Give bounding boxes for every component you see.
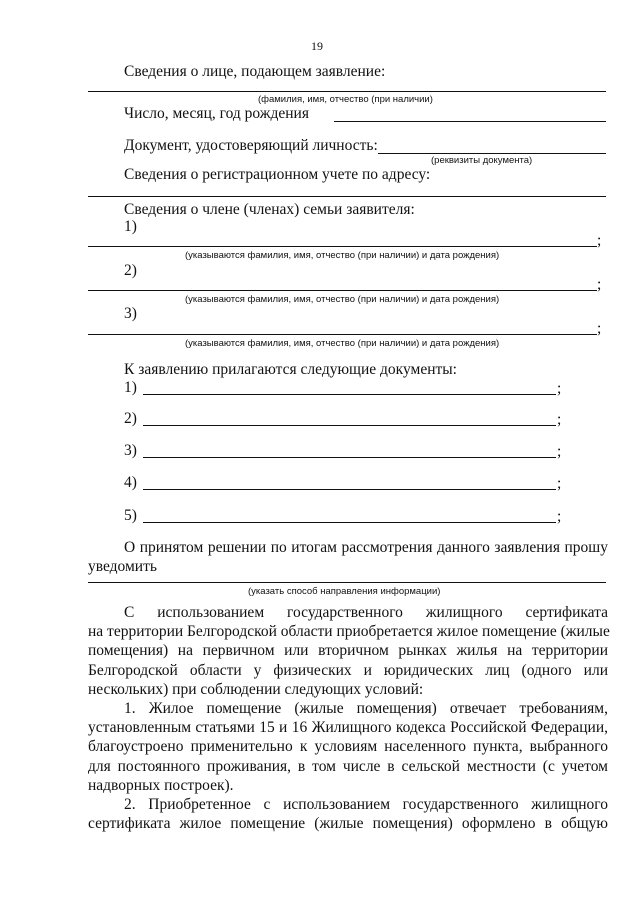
text-line: Белгородской области у физических и юридических лиц (одного или — [88, 661, 608, 679]
text-line: нескольких) при соблюдении следующих условий: — [88, 680, 424, 698]
document-item-number: 1) — [124, 379, 137, 396]
family-member-end: ; — [597, 276, 602, 293]
registration-label: Сведения о регистрационном учете по адресу: — [124, 166, 431, 183]
text-line: на территории Белгородской области приобретается жилое помещение (жилые — [88, 623, 610, 641]
documents-heading: К заявлению прилагаются следующие документы: — [124, 361, 457, 378]
family-member-line[interactable] — [88, 246, 597, 247]
id-document-line[interactable] — [378, 153, 606, 154]
notify-method-line[interactable] — [88, 582, 606, 583]
text-line: для постоянного проживания, в том числе в сельской местности (с учетом — [88, 757, 608, 775]
applicant-fio-caption: (фамилия, имя, отчество (при наличии) — [258, 94, 433, 105]
birth-date-line[interactable] — [334, 121, 606, 122]
document-item-line[interactable] — [143, 425, 556, 426]
family-member-end: ; — [597, 320, 602, 337]
text-line: С использованием государственного жилищного сертификата — [124, 604, 608, 621]
text-line: благоустроено применительно к условиям населенного пункта, выбранного — [88, 738, 608, 756]
family-member-line[interactable] — [88, 334, 597, 335]
applicant-heading: Сведения о лице, подающем заявление: — [124, 63, 386, 80]
text-line: 1. Жилое помещение (жилые помещения) отвечает требованиям, — [124, 700, 608, 717]
family-member-number: 1) — [124, 218, 137, 235]
document-item-line[interactable] — [143, 394, 556, 395]
family-member-number: 2) — [124, 262, 137, 279]
family-heading: Сведения о члене (членах) семьи заявителя: — [124, 201, 415, 218]
document-item-line[interactable] — [143, 489, 556, 490]
text-line: установленным статьями 15 и 16 Жилищного кодекса Российской Федерации, — [88, 719, 608, 737]
document-item-end: ; — [557, 443, 562, 460]
body-paragraph-3 — [88, 795, 608, 833]
id-document-label: Документ, удостоверяющий личность: — [124, 137, 378, 154]
registration-line[interactable] — [88, 196, 606, 197]
body-paragraph-2 — [88, 699, 608, 795]
family-member-line[interactable] — [88, 290, 597, 291]
document-item-end: ; — [557, 380, 562, 397]
applicant-fio-line[interactable] — [88, 91, 606, 92]
document-item-number: 2) — [124, 410, 137, 427]
notify-line-1: О принятом решении по итогам рассмотрения данного заявления прошу — [124, 539, 608, 556]
family-member-number: 3) — [124, 305, 137, 322]
document-item-line[interactable] — [143, 522, 556, 523]
page-number: 19 — [311, 39, 323, 53]
document-item-end: ; — [557, 411, 562, 428]
text-line: помещения) на первичном или вторичном рынках жилья на территории — [88, 642, 608, 660]
family-member-caption: (указываются фамилия, имя, отчество (при наличии) и дата рождения) — [185, 250, 500, 261]
notify-line-2: уведомить — [88, 558, 157, 576]
family-member-caption: (указываются фамилия, имя, отчество (при наличии) и дата рождения) — [185, 294, 500, 305]
id-document-caption: (реквизиты документа) — [431, 155, 533, 166]
notify-method-caption: (указать способ направления информации) — [248, 586, 441, 597]
family-member-caption: (указываются фамилия, имя, отчество (при наличии) и дата рождения) — [185, 338, 500, 349]
text-line: сертификата жилое помещение (жилые помещения) оформлено в общую — [88, 815, 608, 833]
document-item-line[interactable] — [143, 457, 556, 458]
document-item-number: 3) — [124, 442, 137, 459]
document-item-number: 5) — [124, 507, 137, 524]
text-line: 2. Приобретенное с использованием государственного жилищного — [124, 796, 608, 813]
notify-block — [88, 538, 608, 576]
family-member-end: ; — [597, 232, 602, 249]
text-line: надворных построек). — [88, 776, 234, 794]
document-item-end: ; — [557, 475, 562, 492]
birth-date-label: Число, месяц, год рождения — [124, 105, 309, 122]
body-paragraph-1 — [88, 603, 608, 699]
document-item-number: 4) — [124, 474, 137, 491]
document-item-end: ; — [557, 508, 562, 525]
